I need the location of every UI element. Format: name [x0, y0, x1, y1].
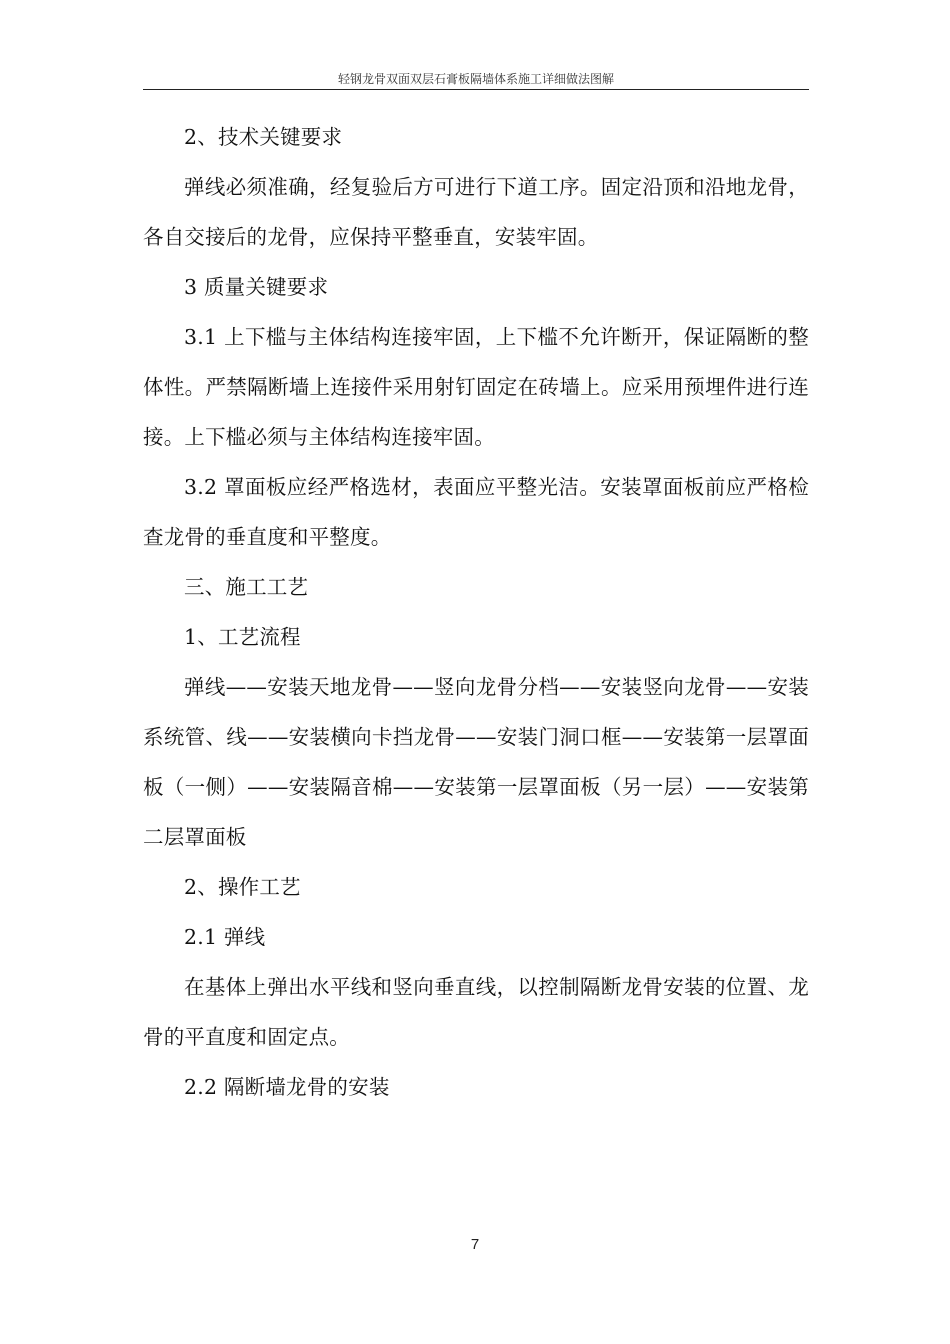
paragraph-quality-3-2: 3.2 罩面板应经严格选材，表面应平整光洁。安装罩面板前应严格检查龙骨的垂直度和平整度。	[143, 475, 809, 549]
paragraph-snapline-requirements: 弹线必须准确，经复验后方可进行下道工序。固定沿顶和沿地龙骨，各自交接后的龙骨，应保持平整垂直，安装牢固。	[143, 175, 809, 249]
heading-quality-requirements: 3 质量关键要求	[184, 275, 329, 299]
heading-keel-installation: 2.2 隔断墙龙骨的安装	[184, 1075, 390, 1099]
heading-operation-process: 2、操作工艺	[184, 875, 301, 899]
paragraph-snapline: 在基体上弹出水平线和竖向垂直线，以控制隔断龙骨安装的位置、龙骨的平直度和固定点。	[143, 975, 809, 1049]
paragraph-process-flow: 弹线——安装天地龙骨——竖向龙骨分档——安装竖向龙骨——安装系统管、线——安装横向卡挡龙骨——安装门洞口框——安装第一层罩面板（一侧）——安装隔音棉——安装第一层罩面板（另一层）——安装第二层罩面板	[143, 675, 809, 849]
heading-technical-requirements: 2、技术关键要求	[184, 125, 343, 149]
heading-snapline: 2.1 弹线	[184, 925, 266, 949]
header-divider	[143, 89, 809, 90]
paragraph-quality-3-1: 3.1 上下槛与主体结构连接牢固，上下槛不允许断开，保证隔断的整体性。严禁隔断墙上连接件采用射钉固定在砖墙上。应采用预埋件进行连接。上下槛必须与主体结构连接牢固。	[143, 325, 809, 449]
running-header: 轻钢龙骨双面双层石膏板隔墙体系施工详细做法图解	[337, 72, 614, 86]
page-number: 7	[470, 1236, 480, 1253]
document-body	[143, 112, 809, 1112]
heading-construction-process: 三、施工工艺	[184, 575, 309, 599]
heading-process-flow: 1、工艺流程	[184, 625, 301, 649]
